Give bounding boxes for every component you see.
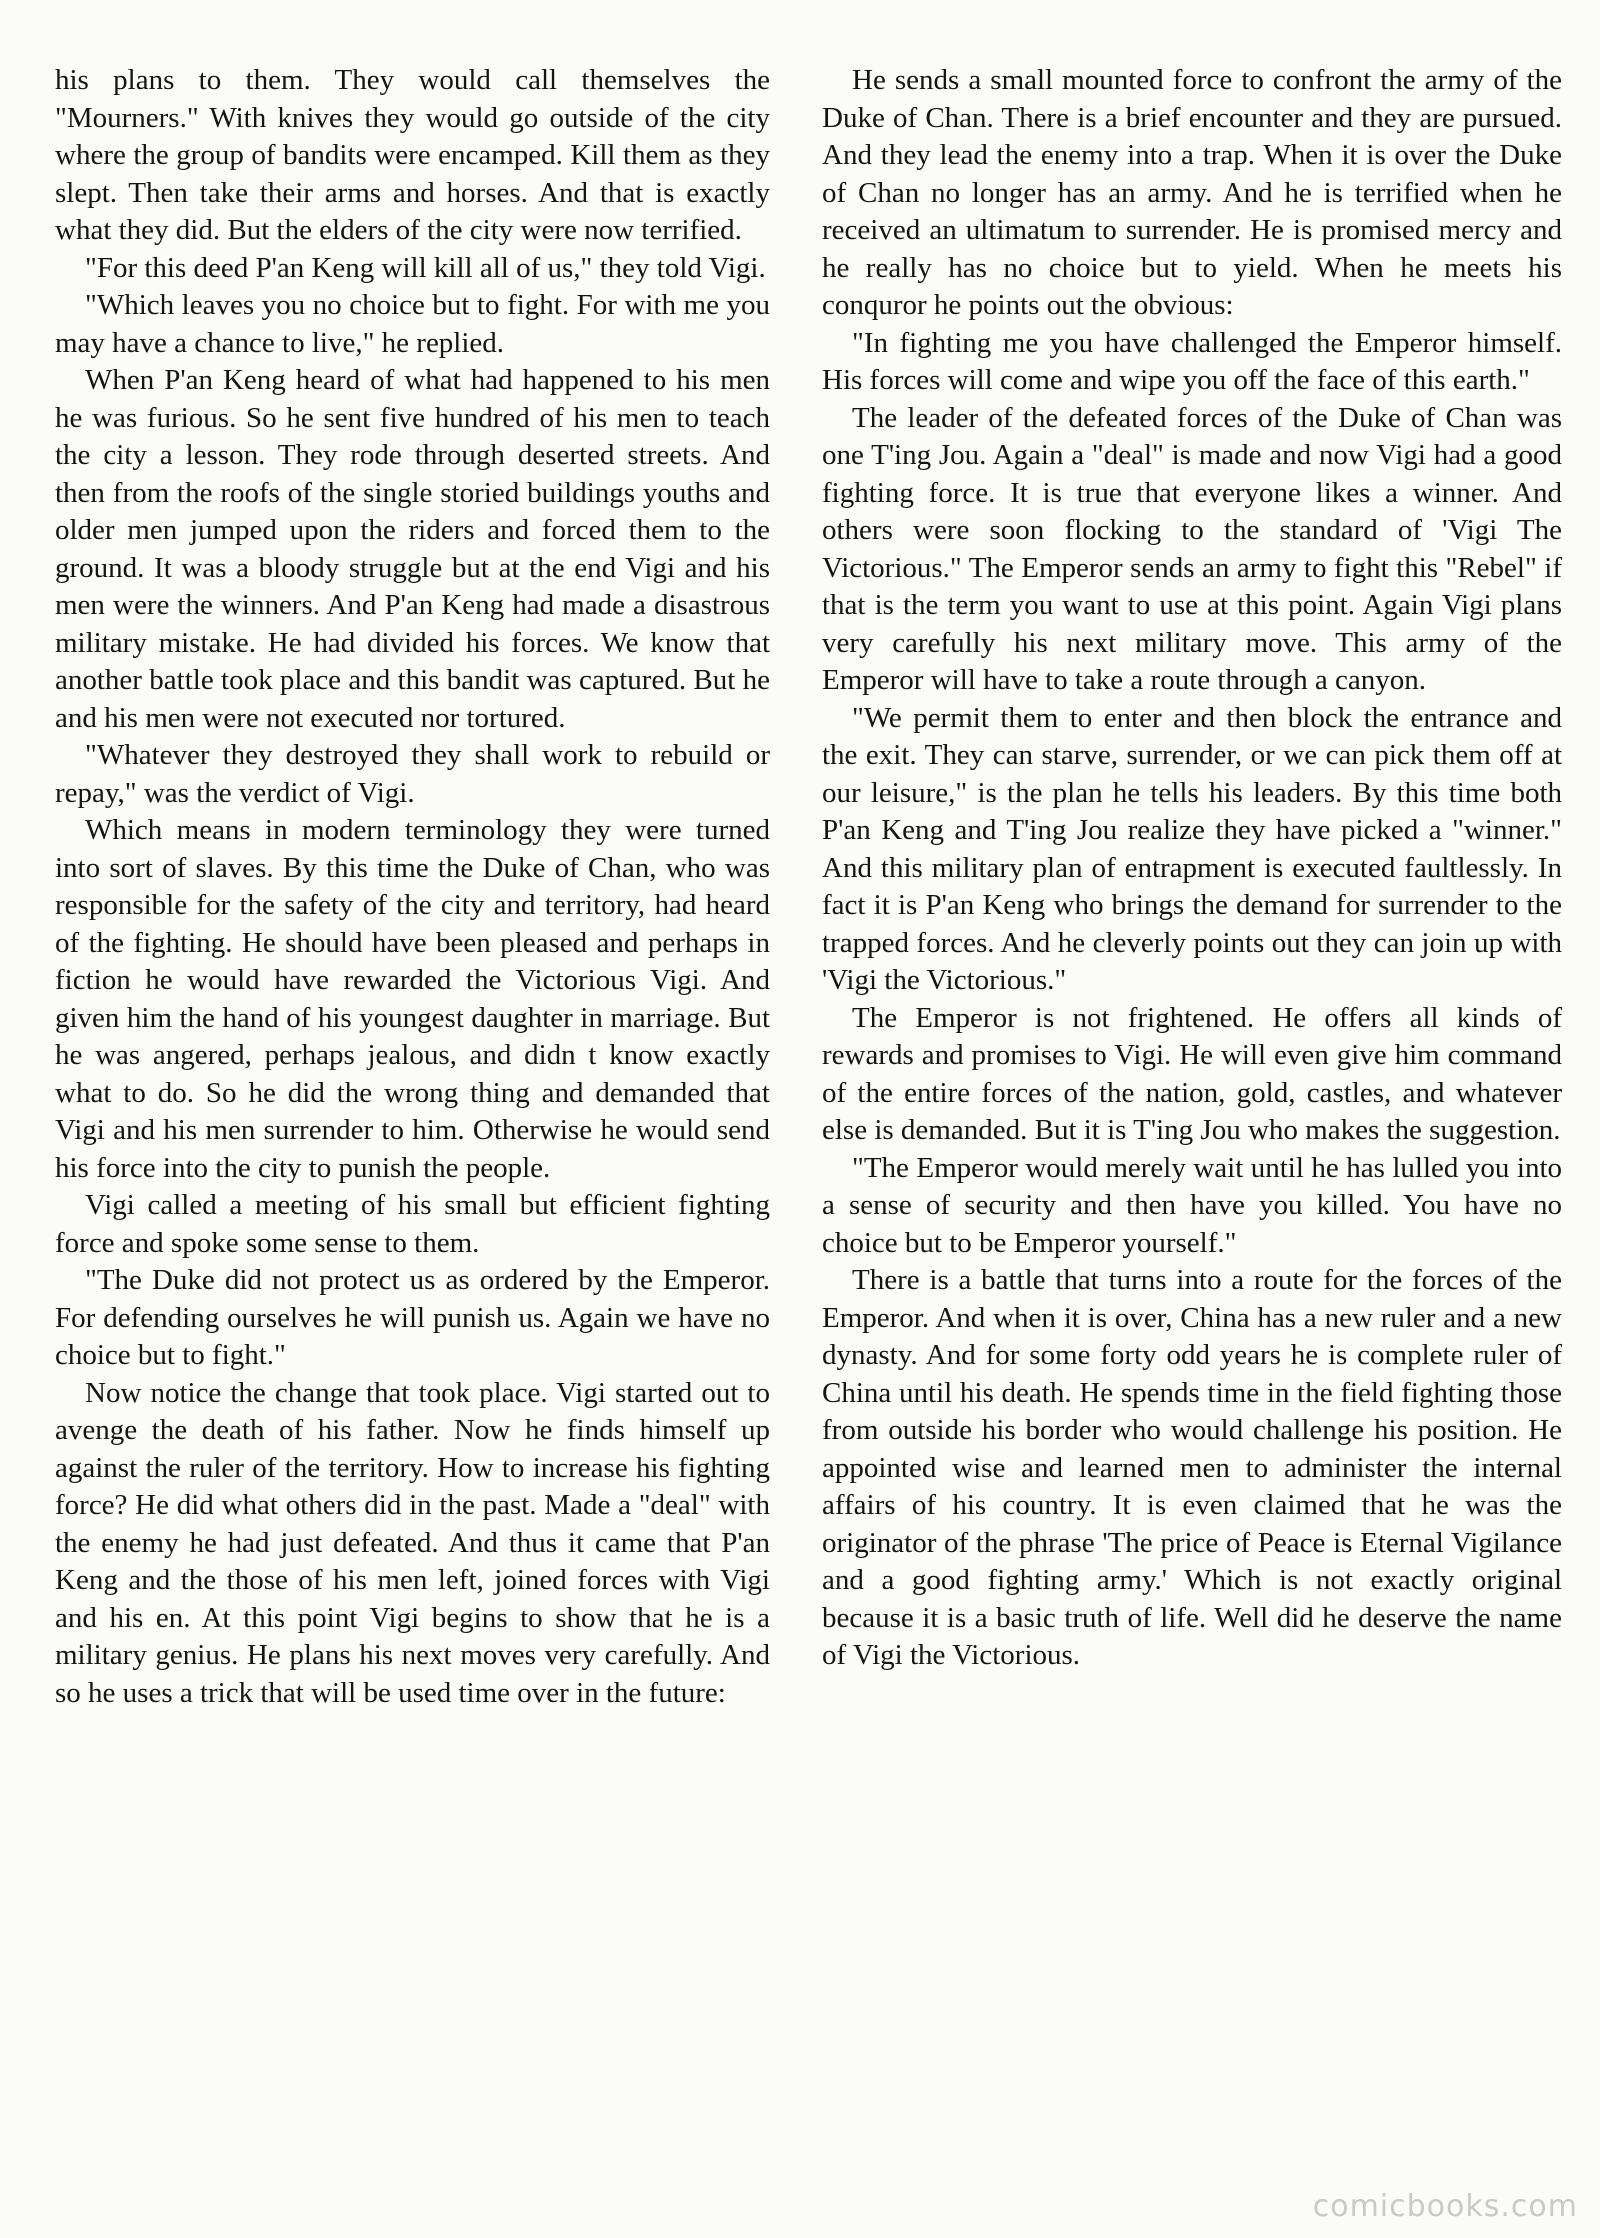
paragraph: "For this deed P'an Keng will kill all of us," they told Vigi. — [85, 251, 766, 284]
paragraph: When P'an Keng heard of what had happened to his men he was furious. So he sent five hundred of his men to teach the city a lesson. They rode through deserted streets. And then from the roofs of the single storied buildings youths and older men jumped upon the riders and forced them to the ground. It was a bloody struggle but at the end Vigi and his men were the winners. And P'an Keng had made a disastrous military mistake. He had divided his forces. We know that another battle took place and this bandit was captured. But he and his men were not executed nor tortured. — [55, 364, 770, 734]
paragraph: The Emperor is not frightened. He offers all kinds of rewards and promises to Vigi. He will even give him command of the entire forces of the nation, gold, castles, and whatever else is demanded. But it is T'ing Jou who makes the suggestion. — [822, 1001, 1562, 1146]
paragraph: his plans to them. They would call themselves the "Mourners." With knives they would go outside of the city where the group of bandits were encamped. Kill them as they slept. Then take their arms and horses. And that is exactly what they did. But the elders of the city were now terrified. — [55, 64, 770, 246]
paragraph: "Whatever they destroyed they shall work to rebuild or repay," was the verdict of Vigi. — [55, 739, 770, 809]
paragraph: There is a battle that turns into a route for the forces of the Emperor. And when it is over, China has a new ruler and a new dynasty. And for some forty odd years he is complete ruler of China until his death. He spends time in the field fighting those from outside his border who would challenge his position. He appointed wise and learned men to administer the internal affairs of his country. It is even claimed that he was the originator of the phrase 'The price of Peace is Eternal Vigilance and a good fighting army.' Which is not exactly original because it is a basic truth of life. Well did he deserve the name of Vigi the Victorious. — [822, 1264, 1562, 1671]
paragraph: "Which leaves you no choice but to fight. For with me you may have a chance to live," he replied. — [55, 289, 770, 359]
paragraph: Now notice the change that took place. Vigi started out to avenge the death of his father. Now he finds himself up against the ruler of the territory. How to increase his fighting force? He did what others did in the past. Made a "deal" with the enemy he had just defeated. And thus it came that P'an Keng and the those of his men left, joined forces with Vigi and his en. At this point Vigi begins to show that he is a military genius. He plans his next moves very carefully. And so he uses a trick that will be used time over in the future: — [55, 1376, 770, 1709]
right-text-column — [822, 62, 1562, 1675]
paragraph: "The Duke did not protect us as ordered by the Emperor. For defending ourselves he will punish us. Again we have no choice but to fight." — [55, 1264, 770, 1371]
paragraph: Which means in modern terminology they were turned into sort of slaves. By this time the Duke of Chan, who was responsible for the safety of the city and territory, had heard of the fighting. He should have been pleased and perhaps in fiction he would have rewarded the Victorious Vigi. And given him the hand of his youngest daughter in marriage. But he was angered, perhaps jealous, and didn t know exactly what to do. So he did the wrong thing and demanded that Vigi and his men surrender to him. Otherwise he would send his force into the city to punish the people. — [55, 814, 770, 1184]
paragraph: The leader of the defeated forces of the Duke of Chan was one T'ing Jou. Again a "deal" is made and now Vigi had a good fighting force. It is true that everyone likes a winner. And others were soon flocking to the standard of 'Vigi The Victorious." The Emperor sends an army to fight this "Rebel" if that is the term you want to use at this point. Again Vigi plans very carefully his next military move. This army of the Emperor will have to take a route through a canyon. — [822, 401, 1562, 696]
paragraph: "We permit them to enter and then block the entrance and the exit. They can starve, surrender, or we can pick them off at our leisure," is the plan he tells his leaders. By this time both P'an Keng and T'ing Jou realize they have picked a "winner." And this military plan of entrapment is executed faultlessly. In fact it is P'an Keng who brings the demand for surrender to the trapped forces. And he cleverly points out they can join up with 'Vigi the Victorious." — [822, 701, 1562, 996]
paragraph: "The Emperor would merely wait until he has lulled you into a sense of security and then have you killed. You have no choice but to be Emperor yourself." — [822, 1151, 1562, 1259]
paragraph: "In fighting me you have challenged the Emperor himself. His forces will come and wipe you off the face of this earth." — [822, 326, 1562, 396]
paragraph: Vigi called a meeting of his small but efficient fighting force and spoke some sense to them. — [55, 1189, 770, 1259]
watermark: comicbooks.com — [1312, 2189, 1578, 2224]
paragraph: He sends a small mounted force to confront the army of the Duke of Chan. There is a brief encounter and they are pursued. And they lead the enemy into a trap. When it is over the Duke of Chan no longer has an army. And he is terrified when he received an ultimatum to surrender. He is promised mercy and he really has no choice but to yield. When he meets his conquror he points out the obvious: — [822, 64, 1562, 321]
left-text-column — [55, 62, 770, 1712]
